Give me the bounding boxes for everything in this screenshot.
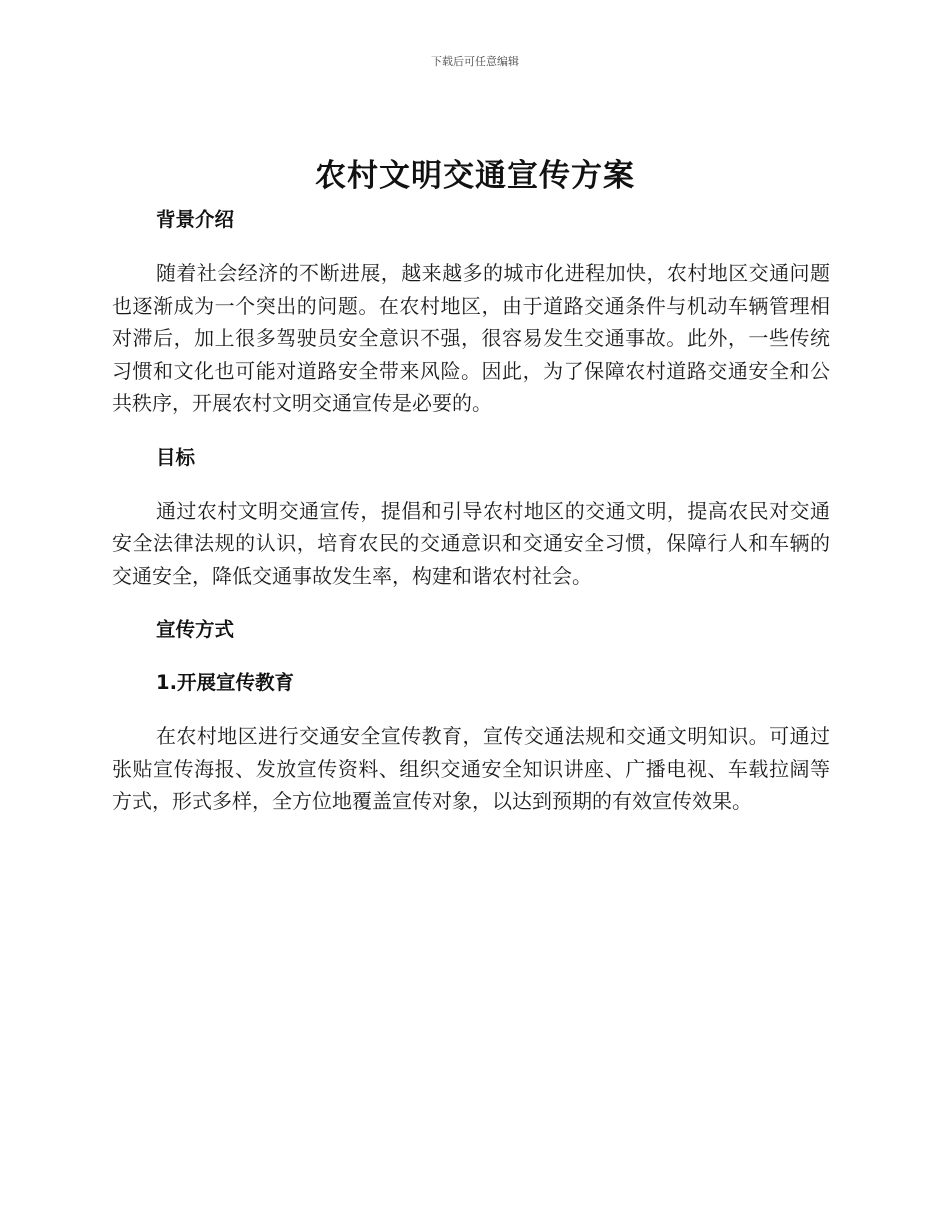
section-heading-background: 背景介绍 [156, 208, 235, 231]
document-title: 农村文明交通宣传方案 [315, 158, 635, 194]
section-heading-methods: 宣传方式 [156, 618, 235, 641]
section-paragraph-background: 随着社会经济的不断进展，越来越多的城市化进程加快，农村地区交通问题也逐渐成为一个突出的问题。在农村地区，由于道路交通条件与机动车辆管理相对滞后，加上很多驾驶员安全意识不强，很容易发生交通事故。此外，一些传统习惯和文化也可能对道路安全带来风险。因此，为了保障农村道路交通安全和公共秩序，开展农村文明交通宣传是必要的。 [112, 261, 830, 415]
subsection-heading-education: 1.开展宣传教育 [156, 671, 294, 694]
document-body [112, 204, 830, 818]
page-header-note: 下载后可任意编辑 [431, 55, 519, 68]
subsection-paragraph-education: 在农村地区进行交通安全宣传教育，宣传交通法规和交通文明知识。可通过张贴宣传海报、发放宣传资料、组织交通安全知识讲座、广播电视、车载拉阔等方式，形式多样，全方位地覆盖宣传对象，以达到预期的有效宣传效果。 [112, 724, 830, 813]
section-heading-goal: 目标 [156, 445, 196, 469]
section-paragraph-goal: 通过农村文明交通宣传，提倡和引导农村地区的交通文明，提高农民对交通安全法律法规的认识，培育农民的交通意识和交通安全习惯，保障行人和车辆的交通安全，降低交通事故发生率，构建和谐农村社会。 [112, 498, 830, 588]
